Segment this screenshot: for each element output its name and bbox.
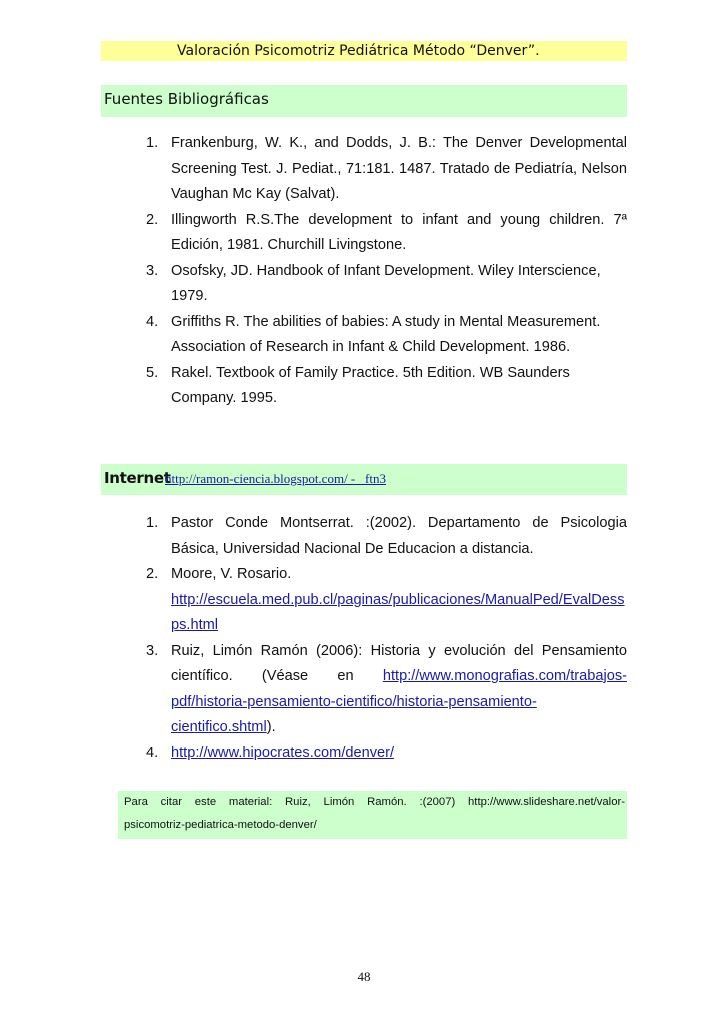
list-item: 2. Illingworth R.S.The development to infant and young children. 7ª Edición, 1981. Churchill Livingstone. — [146, 211, 627, 253]
running-header-title: Valoración Psicomotriz Pediátrica Método “Denver”. — [177, 43, 540, 59]
list-item: 2. Moore, V. Rosario. http://escuela.med.pub.cl/paginas/publicaciones/ManualPed/EvalDessps.html — [146, 566, 625, 633]
internet-section-header — [101, 464, 627, 495]
monografias-link[interactable]: http://www.monografias.com/trabajos-pdf/historia-pensamiento-cientifico/historia-pensamiento-cientifico.shtml — [171, 668, 627, 735]
list-item: 3. Osofsky, JD. Handbook of Infant Development. Wiley Interscience, 1979. — [146, 262, 601, 304]
citation-line-1: Para citar este material: Ruiz, Limón Ramón. :(2007) http://www.slideshare.net/valor- — [124, 796, 625, 808]
internet-section-title: Internet — [104, 469, 171, 487]
list-item: 5. Rakel. Textbook of Family Practice. 5th Edition. WB Saunders Company. 1995. — [146, 364, 570, 406]
list-item: 1. Pastor Conde Montserrat. :(2002). Departamento de Psicologia Básica, Universidad Nacional De Educacion a distancia. — [146, 515, 627, 557]
sources-section-title: Fuentes Bibliográficas — [104, 90, 269, 108]
internet-list — [146, 511, 627, 766]
blog-link[interactable]: http://ramon-ciencia.blogspot.com/ - _ftn3 — [165, 471, 386, 486]
hipocrates-link[interactable]: http://www.hipocrates.com/denver/ — [171, 744, 395, 761]
escuela-med-link[interactable]: http://escuela.med.pub.cl/paginas/publicaciones/ManualPed/EvalDessps.html — [171, 591, 625, 633]
page-number: 48 — [357, 969, 371, 984]
sources-list — [146, 131, 627, 412]
list-item: 3. Ruiz, Limón Ramón (2006): Historia y evolución del Pensamiento científico. (Véase en http://www.monografias.com/trabajos-pdf/historia-pensamiento-cientifico/historia-pensamiento-cientifico.shtml). — [146, 642, 627, 735]
citation-line-2: psicomotriz-pediatrica-metodo-denver/ — [124, 819, 317, 831]
list-item: 1. Frankenburg, W. K., and Dodds, J. B.: The Denver Developmental Screening Test. J. Pediat., 71:181. 1487. Tratado de Pediatría, Nelson Vaughan Mc Kay (Salvat). — [146, 135, 627, 202]
running-header — [101, 41, 627, 61]
list-item: 4. http://www.hipocrates.com/denver/ — [146, 744, 395, 761]
citation-box — [118, 791, 627, 839]
list-item: 4. Griffiths R. The abilities of babies: A study in Mental Measurement. Association of Research in Infant & Child Development. 1986. — [146, 313, 601, 355]
sources-section-header — [101, 85, 627, 117]
